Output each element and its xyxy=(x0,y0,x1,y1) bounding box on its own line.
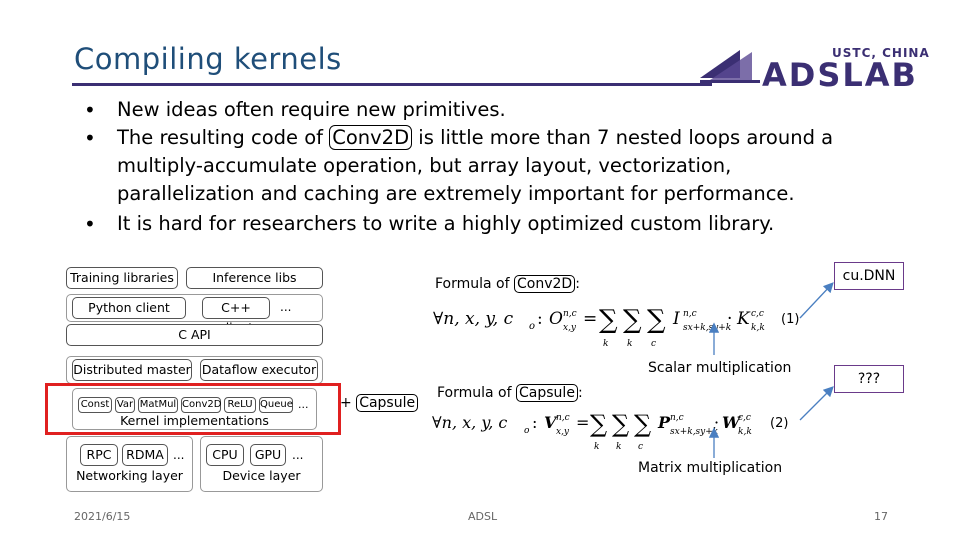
bullet-marker: • xyxy=(84,98,96,122)
svg-text:k: k xyxy=(627,339,633,349)
svg-text:c,c: c,c xyxy=(751,309,764,319)
svg-text:I: I xyxy=(673,309,680,329)
svg-text:n,c: n,c xyxy=(670,413,684,423)
svg-text:n,c: n,c xyxy=(556,413,570,423)
networking-layer-label: Networking layer xyxy=(76,468,183,483)
unknown-library-box: ??? xyxy=(834,365,904,393)
svg-text:c: c xyxy=(638,442,644,452)
svg-text:k: k xyxy=(616,442,622,452)
c-api-box: C API xyxy=(66,324,323,346)
dev-ellipsis: ... xyxy=(292,448,304,462)
svg-text:o: o xyxy=(529,321,536,332)
kernel-chip-const: Const xyxy=(78,397,112,413)
inference-libs-box: Inference libs xyxy=(186,267,323,289)
footer-date: 2021/6/15 xyxy=(74,510,131,523)
page-number: 17 xyxy=(874,510,888,523)
cudnn-box: cu.DNN xyxy=(834,262,904,290)
svg-text:∑: ∑ xyxy=(647,305,666,335)
page-title: Compiling kernels xyxy=(74,42,342,76)
python-client-box: Python client xyxy=(72,297,186,319)
svg-text:o: o xyxy=(524,426,530,436)
svg-text:·: · xyxy=(714,413,720,432)
formula-1-label-post: : xyxy=(575,276,580,292)
formula-1-conv2d-highlight: Conv2D xyxy=(514,275,575,293)
svg-text::: : xyxy=(532,413,538,432)
bullet-marker: • xyxy=(84,126,96,150)
svg-text:k: k xyxy=(594,442,600,452)
svg-text:∀n, x, y, c: ∀n, x, y, c xyxy=(432,413,508,432)
svg-text:n,c: n,c xyxy=(683,309,697,319)
device-layer-label: Device layer xyxy=(222,468,301,483)
svg-text:n,c: n,c xyxy=(563,309,577,319)
svg-text:V: V xyxy=(544,413,557,432)
svg-text:∑: ∑ xyxy=(612,410,630,438)
svg-text:k,k: k,k xyxy=(751,323,765,333)
formula-2-label-post: : xyxy=(577,385,583,401)
cpp-client-box: C++ xyxy=(202,297,270,319)
svg-text:W: W xyxy=(722,413,740,432)
svg-text:sx+k,sy+k: sx+k,sy+k xyxy=(670,427,719,437)
bullet-2-post: is little more than 7 nested loops around a xyxy=(412,126,834,149)
svg-text:=: = xyxy=(583,309,598,329)
client-ellipsis: ... xyxy=(280,300,292,314)
svg-text:c: c xyxy=(651,339,657,349)
bullet-2-line-2: multiply-accumulate operation, but array layout, vectorization, xyxy=(117,154,732,177)
svg-text:K: K xyxy=(737,309,750,329)
svg-text:∑: ∑ xyxy=(634,410,652,438)
formula-1-label-pre: Formula of xyxy=(435,276,515,292)
svg-text:=: = xyxy=(576,413,590,432)
distributed-master-box: Distributed master xyxy=(72,359,192,381)
bullet-1: New ideas often require new primitives. xyxy=(117,98,506,121)
cudnn-arrow xyxy=(800,284,832,318)
svg-text:P: P xyxy=(658,413,671,432)
svg-text:k: k xyxy=(603,339,609,349)
bullet-marker: • xyxy=(84,212,96,236)
matrix-multiplication-label: Matrix multiplication xyxy=(638,460,783,476)
dev-chip-cpu: CPU xyxy=(206,444,244,466)
kernel-chip-matmul: MatMul xyxy=(138,397,178,413)
svg-text::: : xyxy=(537,309,543,329)
formula-2-capsule-highlight: Capsule xyxy=(516,384,578,402)
kernel-ellipsis: ... xyxy=(298,398,309,411)
equation-1-number: (1) xyxy=(781,312,800,327)
bullet-3: It is hard for researchers to write a highly optimized custom library. xyxy=(117,212,775,235)
net-ellipsis: ... xyxy=(173,448,185,462)
svg-text:∑: ∑ xyxy=(590,410,608,438)
training-libraries-box: Training libraries xyxy=(66,267,178,289)
svg-text:x,y: x,y xyxy=(556,427,570,437)
svg-text:∑: ∑ xyxy=(599,305,618,335)
net-chip-rpc: RPC xyxy=(80,444,118,466)
net-chip-rdma: RDMA xyxy=(122,444,168,466)
bullet-2-line-3: parallelization and caching are extremely important for performance. xyxy=(117,182,795,205)
svg-text:c,c: c,c xyxy=(738,413,751,423)
scalar-multiplication-label: Scalar multiplication xyxy=(648,360,792,376)
kernel-chip-var: Var xyxy=(115,397,135,413)
equation-2-number: (2) xyxy=(770,416,789,431)
svg-text:∑: ∑ xyxy=(623,305,642,335)
logo-main-text: ADSLAB xyxy=(762,56,918,94)
footer-center: ADSL xyxy=(468,510,498,523)
capsule-highlight: Capsule xyxy=(356,394,418,412)
kernel-chip-queue: Queue xyxy=(259,397,293,413)
svg-text:O: O xyxy=(549,309,563,329)
dev-chip-gpu: GPU xyxy=(250,444,286,466)
unknown-arrow xyxy=(800,388,832,420)
svg-text:k,k: k,k xyxy=(738,427,752,437)
bullet-2-pre: The resulting code of xyxy=(117,126,330,149)
svg-text:x,y: x,y xyxy=(563,323,577,333)
logo-top-text: USTC, CHINA xyxy=(832,46,930,60)
formula-2-label-pre: Formula of xyxy=(437,385,517,401)
dataflow-executor-box: Dataflow executor xyxy=(200,359,318,381)
svg-text:·: · xyxy=(727,309,733,329)
kernel-chip-relu: ReLU xyxy=(224,397,256,413)
svg-text:sx+k,sy+k: sx+k,sy+k xyxy=(683,323,732,333)
conv2d-highlight: Conv2D xyxy=(329,125,412,150)
kernel-implementations-label: Kernel implementations xyxy=(120,413,269,428)
plus-sign: + xyxy=(340,395,357,411)
kernel-chip-conv2d: Conv2D xyxy=(181,397,221,413)
svg-text:∀n, x, y, c: ∀n, x, y, c xyxy=(433,309,514,329)
